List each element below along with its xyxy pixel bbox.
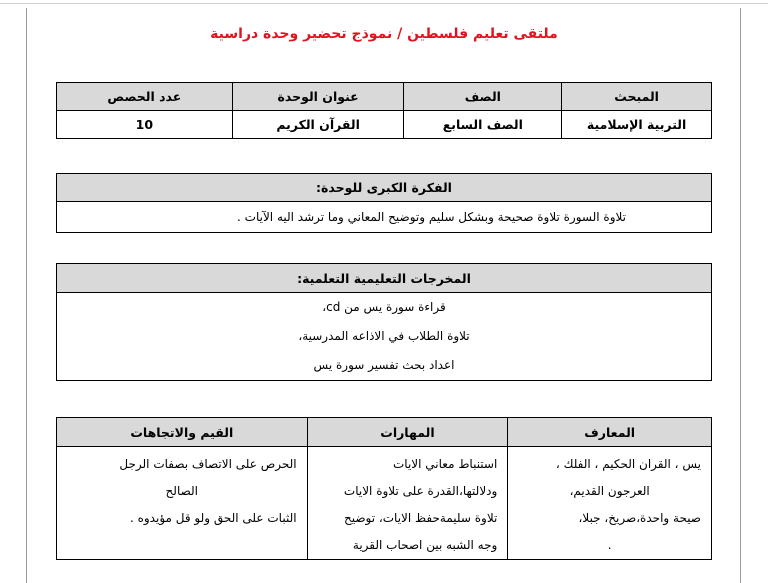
big-idea-text: تلاوة السورة تلاوة صحيحة وبشكل سليم وتوضيح المعاني وما ترشد اليه الآيات . <box>57 202 712 233</box>
header-grade: الصف <box>404 83 562 111</box>
knowledge-line: العرجون القديم، <box>569 484 650 498</box>
big-idea-heading: الفكرة الكبرى للوحدة: <box>57 174 712 202</box>
unit-info-header-row <box>57 83 712 111</box>
knowledge-skills-values-table <box>56 417 712 560</box>
header-knowledge: المعارف <box>508 418 712 447</box>
values-line: الصالح <box>165 484 199 498</box>
outcome-item: اعداد بحث تفسير سورة يس <box>313 358 455 372</box>
knowledge-line: صيحة واحدة،صريخ، جبلا، <box>578 511 701 525</box>
ksa-content-row <box>57 447 712 560</box>
values-line: الثبات على الحق ولو قل مؤيدوه . <box>129 511 297 525</box>
header-values: القيم والاتجاهات <box>57 418 308 447</box>
header-unit-title: عنوان الوحدة <box>232 83 404 111</box>
skills-line: ودلالتها،القدرة على تلاوة الايات <box>343 484 498 498</box>
skills-line: وجه الشبه بين اصحاب القرية <box>352 538 498 552</box>
learning-outcomes-heading: المخرجات التعليمية التعلمية: <box>57 264 712 293</box>
skills-cell <box>307 447 508 560</box>
skills-line: استنباط معاني الايات <box>393 457 498 471</box>
values-line: الحرص على الاتصاف بصفات الرجل <box>119 457 297 471</box>
learning-outcomes-list <box>57 293 712 381</box>
value-lesson-count: 10 <box>57 111 233 139</box>
value-unit-title: القرآن الكريم <box>232 111 404 139</box>
ksa-header-row <box>57 418 712 447</box>
outcome-item: تلاوة الطلاب في الاذاعه المدرسية، <box>298 329 470 343</box>
value-grade: الصف السابع <box>404 111 562 139</box>
learning-outcomes-table <box>56 263 712 381</box>
header-skills: المهارات <box>307 418 508 447</box>
knowledge-line: . <box>607 538 612 552</box>
values-cell <box>57 447 308 560</box>
header-subject: المبحث <box>562 83 712 111</box>
big-idea-table <box>56 173 712 233</box>
unit-info-value-row <box>57 111 712 139</box>
knowledge-cell <box>508 447 712 560</box>
unit-info-table <box>56 82 712 139</box>
document-title: ملتقى تعليم فلسطين / نموذج تحضير وحدة دراسية <box>210 26 558 42</box>
knowledge-line: يس ، القران الحكيم ، الفلك ، <box>555 457 701 471</box>
value-subject: التربية الإسلامية <box>562 111 712 139</box>
page-top-rule <box>0 3 768 4</box>
header-lesson-count: عدد الحصص <box>57 83 233 111</box>
outcome-item: قراءة سورة يس من cd، <box>322 300 446 314</box>
skills-line: تلاوة سليمةحفظ الايات، توضيح <box>343 511 498 525</box>
